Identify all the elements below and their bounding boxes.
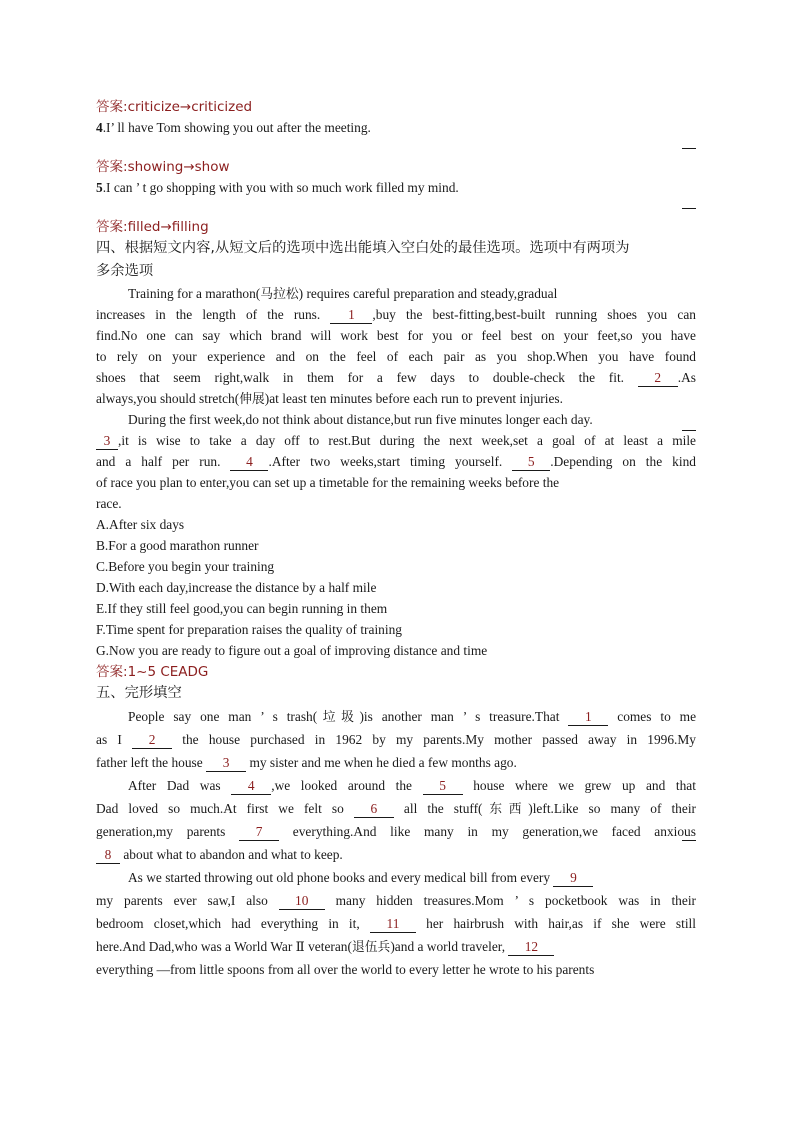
passage-line: increases in the length of the runs. 1 ,buy the best-fitting,best-built running shoes you can <box>96 307 696 322</box>
blank-3: 3 <box>206 754 246 772</box>
trailing-blank <box>96 138 696 156</box>
answer-line-reading <box>96 661 696 682</box>
blank-4: 4 <box>230 453 268 471</box>
passage-line: Training for a marathon(马拉松) requires careful preparation and steady,gradual <box>128 286 558 302</box>
answer-label: 答案: <box>96 159 128 175</box>
section-4-heading: 四、根据短文内容,从短文后的选项中选出能填入空白处的最佳选项。选项中有两项为 <box>96 240 630 256</box>
blank-2: 2 <box>132 731 172 749</box>
answer-line-3 <box>96 96 696 117</box>
passage-line: everything —from little spoons from all over the world to every letter he wrote to his parents <box>96 962 595 977</box>
option-b: B.For a good marathon runner <box>96 538 259 553</box>
option-c: C.Before you begin your training <box>96 559 275 574</box>
passage-line: of race you plan to enter,you can set up a timetable for the remaining weeks before the <box>96 475 560 490</box>
option-d: D.With each day,increase the distance by a half mile <box>96 580 377 595</box>
passage-line: father left the house 3 my sister and me when he died a few months ago. <box>96 755 517 770</box>
section-4-heading-cont: 多余选项 <box>96 263 154 279</box>
option-a: A.After six days <box>96 517 185 532</box>
answer-label: 答案: <box>96 664 128 680</box>
question-4 <box>96 117 696 138</box>
blank-9: 9 <box>553 869 593 887</box>
blank-2: 2 <box>638 369 678 387</box>
answer-label: 答案: <box>96 99 128 115</box>
question-number: 4 <box>96 120 103 135</box>
passage-line: to rely on your experience and on the feel of each pair as you shop.When you have found <box>96 349 696 364</box>
passage-line: As we started throwing out old phone books and every medical bill from every 9 <box>96 866 696 889</box>
answer-line-4 <box>96 156 696 177</box>
passage-line: shoes that seem right,walk in them for a few days to double-check the fit. 2 .As <box>96 370 696 385</box>
answer-text: filled→filling <box>127 219 209 235</box>
blank-10: 10 <box>279 892 325 910</box>
passage-line: Dad loved so much.At first we felt so 6 all the stuff(东西)left.Like so many of their <box>96 801 697 817</box>
passage-line: find.No one can say which brand will work best for you or feel best on your feet,so you have <box>96 328 696 343</box>
option-e: E.If they still feel good,you can begin running in them <box>96 601 388 616</box>
blank-1: 1 <box>568 708 608 726</box>
passage-line: During the first week,do not think about distance,but run five minutes longer each day. <box>96 409 696 430</box>
passage-line: and a half per run. 4 .After two weeks,start timing yourself. 5 .Depending on the kind <box>96 454 696 469</box>
answer-label: 答案: <box>96 219 128 235</box>
blank-5: 5 <box>512 453 550 471</box>
question-text: .I can ’ t go shopping with you with so much work filled my mind. <box>102 180 459 195</box>
blank-3: 3 <box>96 432 118 450</box>
passage-line: generation,my parents 7 everything.And like many in my generation,we faced anxious <box>96 820 696 843</box>
passage-line: bedroom closet,which had everything in it, 11 her hairbrush with hair,as if she were still <box>96 916 696 931</box>
answer-text: 1~5 CEADG <box>127 664 209 680</box>
passage-line: as I 2 the house purchased in 1962 by my parents.My mother passed away in 1996.My <box>96 732 696 747</box>
passage-line: race. <box>96 496 122 511</box>
section-5-heading: 五、完形填空 <box>96 685 182 701</box>
blank-6: 6 <box>354 800 394 818</box>
trailing-blank <box>96 198 696 216</box>
passage-line: After Dad was 4 ,we looked around the 5 house where we grew up and that <box>128 778 696 793</box>
document-page <box>96 96 696 981</box>
passage-line: 8 about what to abandon and what to keep. <box>96 843 696 866</box>
passage-line: here.And Dad,who was a World War Ⅱ veteran(退伍兵)and a world traveler, 12 <box>96 935 696 958</box>
passage-line: 3 ,it is wise to take a day off to rest.But during the next week,set a goal of at least a mile <box>96 430 696 451</box>
blank-4: 4 <box>231 777 271 795</box>
passage-line: my parents ever saw,I also 10 many hidden treasures.Mom ’ s pocketbook was in their <box>96 893 696 908</box>
passage-line: People say one man ’ s trash(垃圾)is another man ’ s treasure.That 1 comes to me <box>128 709 697 725</box>
option-f: F.Time spent for preparation raises the quality of training <box>96 622 402 637</box>
blank-11: 11 <box>370 915 416 933</box>
blank-7: 7 <box>239 823 279 841</box>
blank-12: 12 <box>508 938 554 956</box>
answer-line-5 <box>96 216 696 237</box>
blank-1: 1 <box>330 306 372 324</box>
passage-line: always,you should stretch(伸展)at least ten minutes before each run to prevent injuries. <box>96 391 563 407</box>
blank-5: 5 <box>423 777 463 795</box>
question-5 <box>96 177 696 198</box>
option-g: G.Now you are ready to figure out a goal of improving distance and time <box>96 643 488 658</box>
answer-text: showing→show <box>127 159 230 175</box>
blank-8: 8 <box>96 846 120 864</box>
answer-text: criticize→criticized <box>127 99 253 115</box>
question-text: .I’ ll have Tom showing you out after the meeting. <box>102 120 371 135</box>
question-number: 5 <box>96 180 103 195</box>
